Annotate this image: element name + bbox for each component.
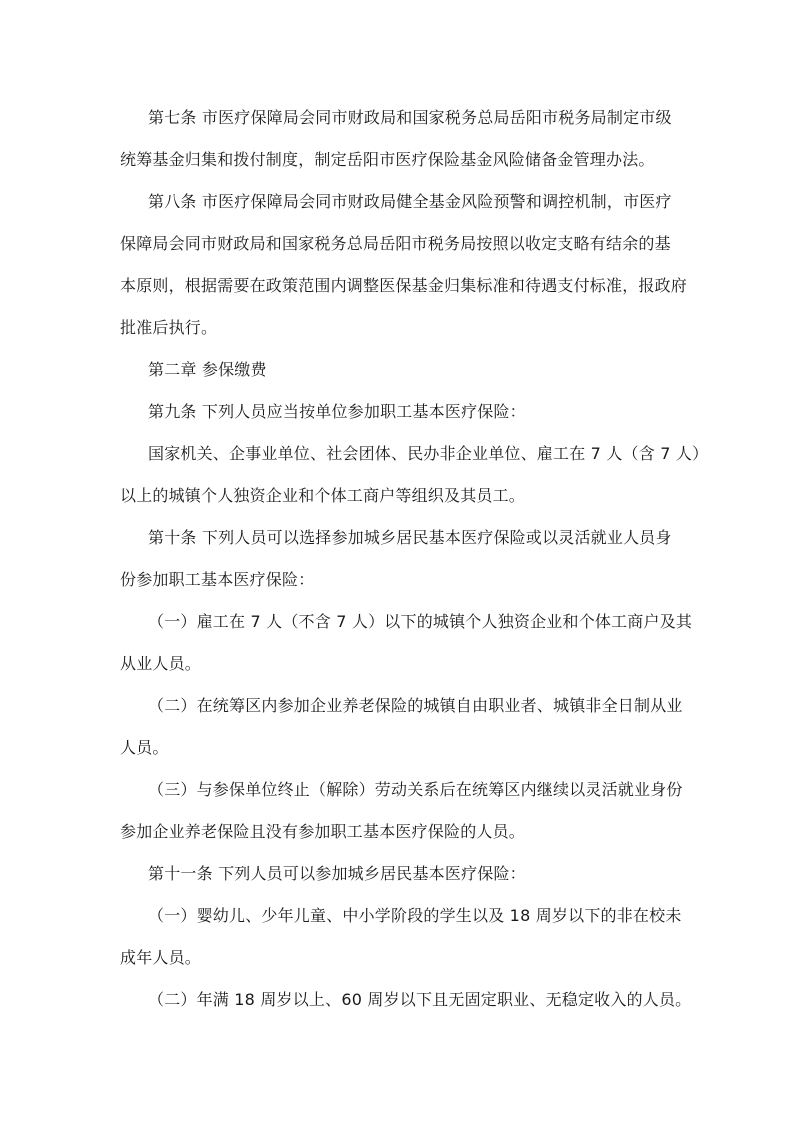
- article-11-item-2-line-1: （二）年满 18 周岁以上、60 周岁以下且无固定职业、无稳定收入的人员。: [148, 990, 692, 1009]
- article-7-line-1: 第七条 市医疗保障局会同市财政局和国家税务总局岳阳市税务局制定市级: [148, 108, 672, 127]
- article-7-line-2: 统筹基金归集和拨付制度，制定岳阳市医疗保险基金风险储备金管理办法。: [120, 150, 655, 169]
- article-8-line-4: 批准后执行。: [120, 318, 218, 337]
- article-9-line-3: 以上的城镇个人独资企业和个体工商户等组织及其员工。: [120, 486, 526, 505]
- article-10-line-1: 第十条 下列人员可以选择参加城乡居民基本医疗保险或以灵活就业人员身: [148, 528, 672, 547]
- article-11-item-1-line-1: （一）婴幼儿、少年儿童、中小学阶段的学生以及 18 周岁以下的非在校未: [148, 906, 682, 925]
- article-9-line-1: 第九条 下列人员应当按单位参加职工基本医疗保险：: [148, 402, 526, 421]
- article-11-item-1-line-2: 成年人员。: [120, 948, 202, 967]
- article-8-line-2: 保障局会同市财政局和国家税务总局岳阳市税务局按照以收定支略有结余的基: [120, 234, 671, 253]
- article-10-item-3-line-2: 参加企业养老保险且没有参加职工基本医疗保险的人员。: [120, 822, 526, 841]
- article-11-line-1: 第十一条 下列人员可以参加城乡居民基本医疗保险：: [148, 864, 526, 883]
- article-10-item-2-line-2: 人员。: [120, 738, 169, 757]
- article-10-line-2: 份参加职工基本医疗保险：: [120, 570, 315, 589]
- article-9-line-2: 国家机关、企事业单位、社会团体、民办非企业单位、雇工在 7 人（含 7 人）: [148, 444, 709, 463]
- article-8-line-3: 本原则，根据需要在政策范围内调整医保基金归集标准和待遇支付标准，报政府: [120, 276, 688, 295]
- article-8-line-1: 第八条 市医疗保障局会同市财政局健全基金风险预警和调控机制，市医疗: [148, 192, 672, 211]
- article-10-item-1-line-1: （一）雇工在 7 人（不含 7 人）以下的城镇个人独资企业和个体工商户及其: [148, 612, 693, 631]
- chapter-2-heading: 第二章 参保缴费: [148, 360, 267, 379]
- article-10-item-2-line-1: （二）在统筹区内参加企业养老保险的城镇自由职业者、城镇非全日制从业: [148, 696, 683, 715]
- article-10-item-3-line-1: （三）与参保单位终止（解除）劳动关系后在统筹区内继续以灵活就业身份: [148, 780, 683, 799]
- article-10-item-1-line-2: 从业人员。: [120, 654, 202, 673]
